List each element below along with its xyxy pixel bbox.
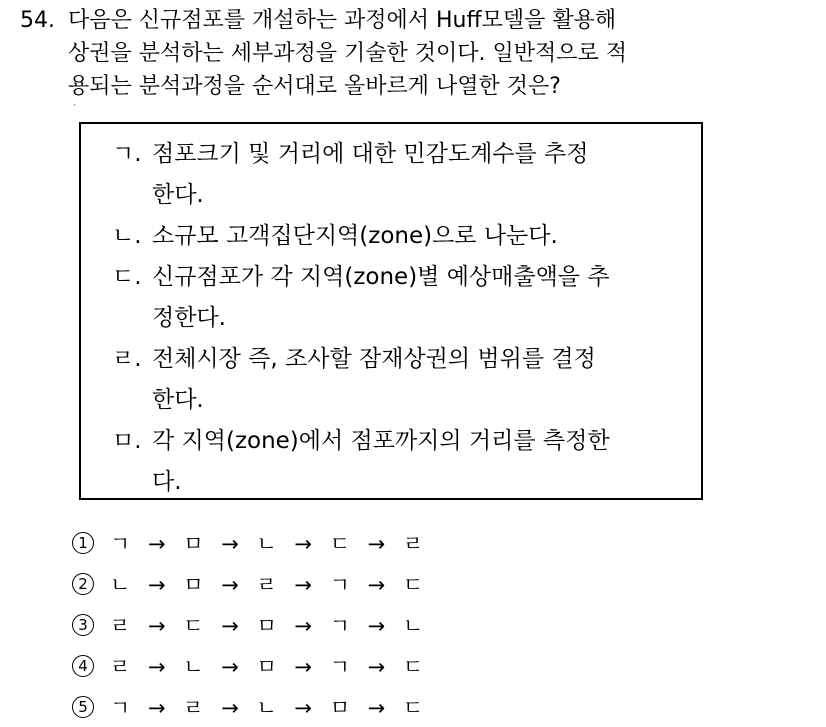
question-stem [20, 4, 810, 103]
answer-option-5[interactable] [72, 686, 592, 727]
statement-list [112, 134, 692, 503]
question-line-2: 상권을 분석하는 세부과정을 기술한 것이다. 일반적으로 적 [68, 41, 628, 66]
question-text-1: 다음은 신규점포를 개설하는 과정에서 Huff모델을 활용해 [68, 8, 617, 33]
question-number: 54. [20, 8, 55, 33]
question-line-3: 용되는 분석과정을 순서대로 올바르게 나열한 것은? [68, 74, 561, 99]
answer-option-4[interactable] [72, 645, 592, 686]
statement-item-3 [112, 257, 692, 339]
statement-item-5 [112, 421, 692, 503]
option-sequence: ㄴ → ㅁ → ㄹ → ㄱ → ㄷ [110, 572, 424, 597]
statement-marker: ㄹ. [112, 346, 142, 372]
option-number: 4 [72, 655, 94, 677]
option-number: 5 [72, 696, 94, 718]
option-number: 1 [72, 532, 94, 554]
statement-text: 각 지역(zone)에서 점포까지의 거리를 측정한 다. [152, 428, 610, 495]
question-line-1 [20, 4, 810, 37]
option-number: 3 [72, 614, 94, 636]
statement-marker: ㄷ. [112, 264, 142, 290]
stray-mark: ˊ [72, 104, 77, 114]
statement-marker: ㄱ. [112, 141, 142, 167]
statement-item-1 [112, 134, 692, 216]
statement-text: 전체시장 즉, 조사할 잠재상권의 범위를 결정 한다. [152, 346, 596, 413]
statement-text: 소규모 고객집단지역(zone)으로 나눈다. [152, 223, 558, 249]
option-sequence: ㄹ → ㄴ → ㅁ → ㄱ → ㄷ [110, 654, 424, 679]
answer-options [72, 522, 592, 727]
option-sequence: ㄱ → ㄹ → ㄴ → ㅁ → ㄷ [110, 695, 424, 720]
answer-option-2[interactable] [72, 563, 592, 604]
statement-text: 신규점포가 각 지역(zone)별 예상매출액을 추 정한다. [152, 264, 610, 331]
statement-item-4 [112, 339, 692, 421]
option-number: 2 [72, 573, 94, 595]
answer-option-1[interactable] [72, 522, 592, 563]
option-sequence: ㄹ → ㄷ → ㅁ → ㄱ → ㄴ [110, 613, 424, 638]
statement-item-2 [112, 216, 692, 257]
statement-marker: ㅁ. [112, 428, 142, 454]
answer-option-3[interactable] [72, 604, 592, 645]
statement-text: 점포크기 및 거리에 대한 민감도계수를 추정 한다. [152, 141, 589, 208]
option-sequence: ㄱ → ㅁ → ㄴ → ㄷ → ㄹ [110, 531, 424, 556]
statement-marker: ㄴ. [112, 223, 142, 249]
